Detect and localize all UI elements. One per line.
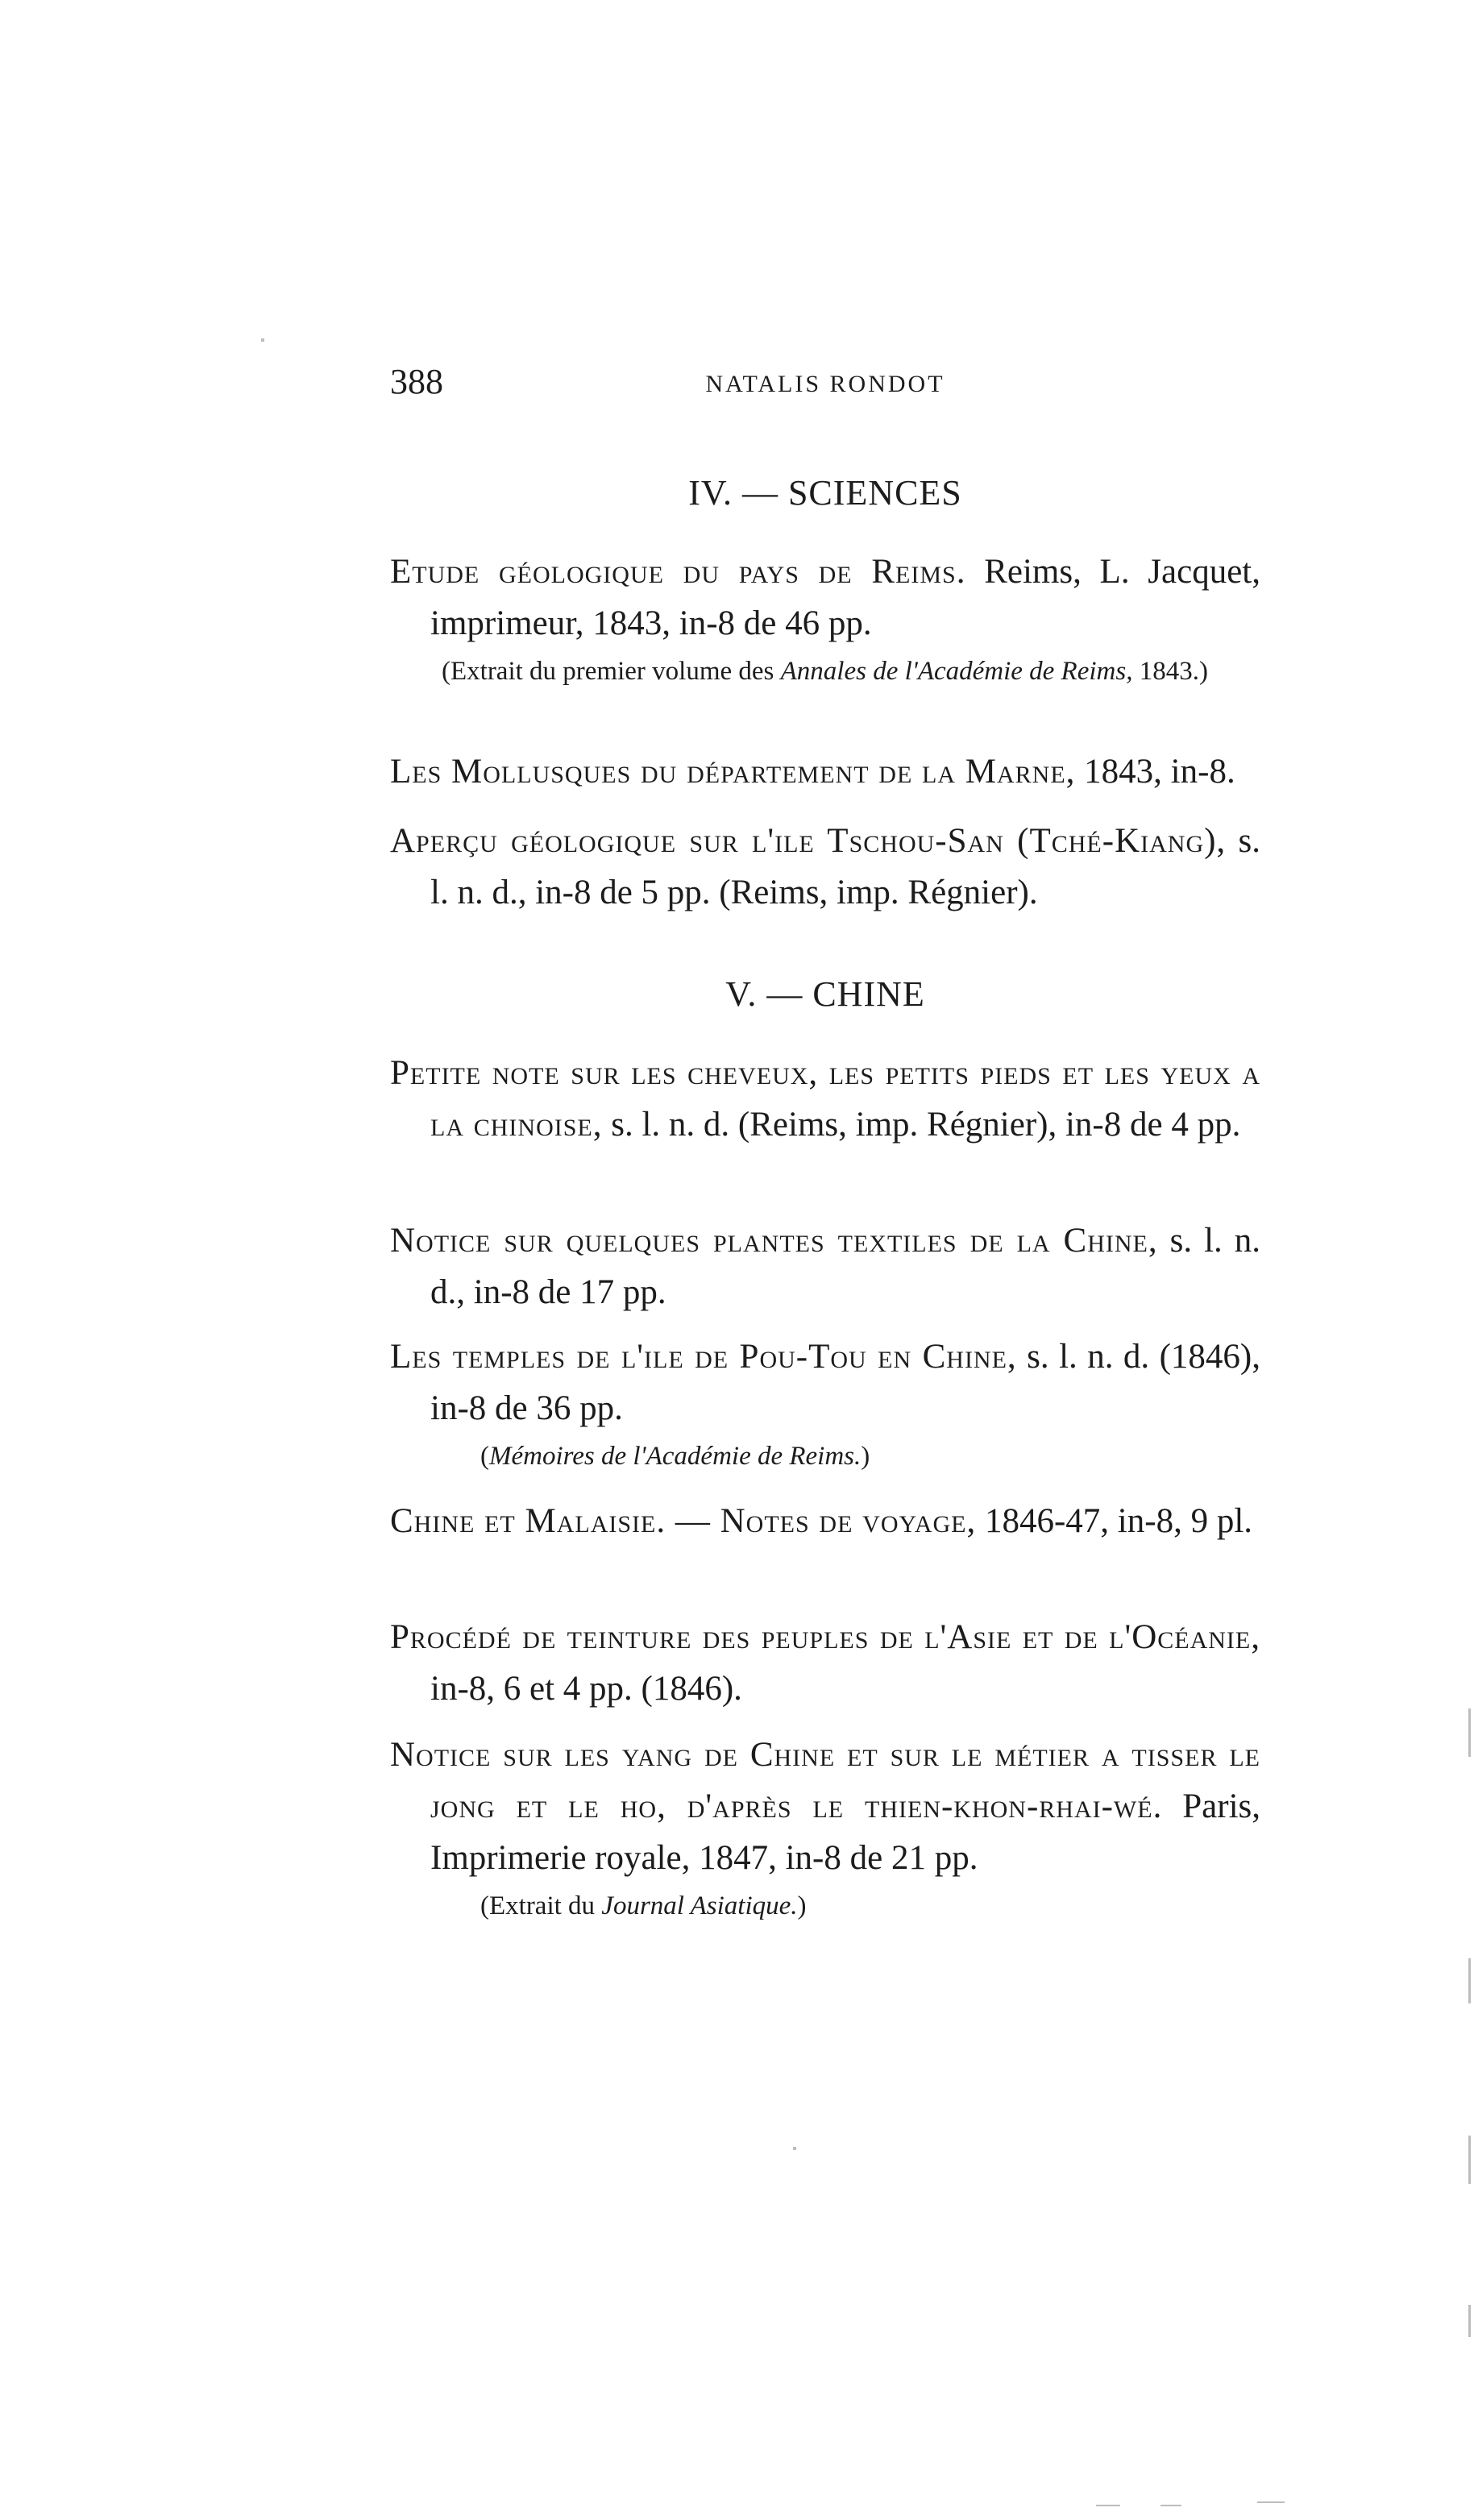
entry-title: Aperçu géologique sur l'ile Tschou-San (Tché-Kiang), [390, 822, 1227, 860]
entry-title: Notice sur quelques plantes textiles de la Chine, [390, 1222, 1158, 1260]
scan-mark [1468, 1708, 1471, 1757]
entry-note-title: Mémoires de l'Académie de Reims. [489, 1442, 862, 1471]
entry-details: in-8, 6 et 4 pp. (1846). [430, 1670, 742, 1708]
entry-details: Paris, Imprimerie royale, 1847, in-8 de 21 pp. [430, 1787, 1260, 1877]
entry-details: s. l. n. d., in-8 de 5 pp. (Reims, imp. Régnier). [430, 822, 1260, 911]
running-head [390, 361, 1260, 409]
entry-details: 1843, in-8. [1084, 753, 1235, 791]
bibliography-entry [390, 1612, 1260, 1715]
entry-note: (Mémoires de l'Académie de Reims.) [480, 1442, 870, 1471]
section-title-sciences: IV. — SCIENCES [688, 473, 962, 513]
bibliography-entry [390, 1215, 1260, 1318]
scan-mark [1468, 1958, 1471, 2003]
bibliography-entry [390, 816, 1260, 919]
entry-details: 1846-47, in-8, 9 pl. [984, 1502, 1253, 1540]
entry-note-title: Journal Asiatique. [601, 1891, 798, 1920]
page-number: 388 [390, 362, 443, 401]
entry-details: s. l. n. d. (Reims, imp. Régnier), in-8 de 4 pp. [611, 1106, 1241, 1144]
entry-title: Procédé de teinture des peuples de l'Asie et de l'Océanie, [390, 1618, 1260, 1656]
entry-title: Notice sur les yang de Chine et sur le métier a tisser le jong et le ho, d'après le thien-khon-rhai-wé. [390, 1736, 1260, 1825]
entry-note: (Extrait du premier volume des Annales de l'Académie de Reims, 1843.) [442, 657, 1208, 686]
bibliography-entry [390, 1729, 1260, 1928]
bibliography-entry [390, 1331, 1260, 1478]
entry-details: s. l. n. d., in-8 de 17 pp. [430, 1222, 1261, 1311]
scan-mark [1468, 2305, 1471, 2337]
bibliography-entry [390, 746, 1260, 798]
bibliography-entry [390, 1496, 1260, 1547]
entry-note-title: Annales de l'Académie de Reims, [780, 657, 1133, 686]
scan-mark [793, 2147, 796, 2150]
scan-mark [261, 338, 264, 342]
entry-note: (Extrait du Journal Asiatique.) [480, 1891, 807, 1920]
bibliography-entry [390, 1048, 1260, 1151]
entry-title: Etude géologique du pays de Reims. [390, 553, 966, 591]
entry-title: Les temples de l'ile de Pou-Tou en Chine, [390, 1338, 1017, 1376]
bibliography-entry [390, 546, 1260, 693]
scan-mark [1161, 2505, 1181, 2506]
section-title-chine: V. — CHINE [725, 974, 925, 1014]
entry-title: Chine et Malaisie. — Notes de voyage, [390, 1502, 977, 1540]
entry-details: s. l. n. d. (1846), in-8 de 36 pp. [430, 1338, 1261, 1427]
scan-mark [1096, 2505, 1120, 2506]
entry-title: Les Mollusques du département de la Marne, [390, 753, 1076, 791]
running-title: NATALIS RONDOT [705, 371, 945, 397]
entry-title: Petite note sur les cheveux, les petits pieds et les yeux a la chinoise, [390, 1054, 1260, 1144]
scan-mark [1468, 2136, 1471, 2184]
entry-details: Reims, L. Jacquet, imprimeur, 1843, in-8 de 46 pp. [430, 553, 1260, 642]
scan-mark [1257, 2501, 1285, 2503]
